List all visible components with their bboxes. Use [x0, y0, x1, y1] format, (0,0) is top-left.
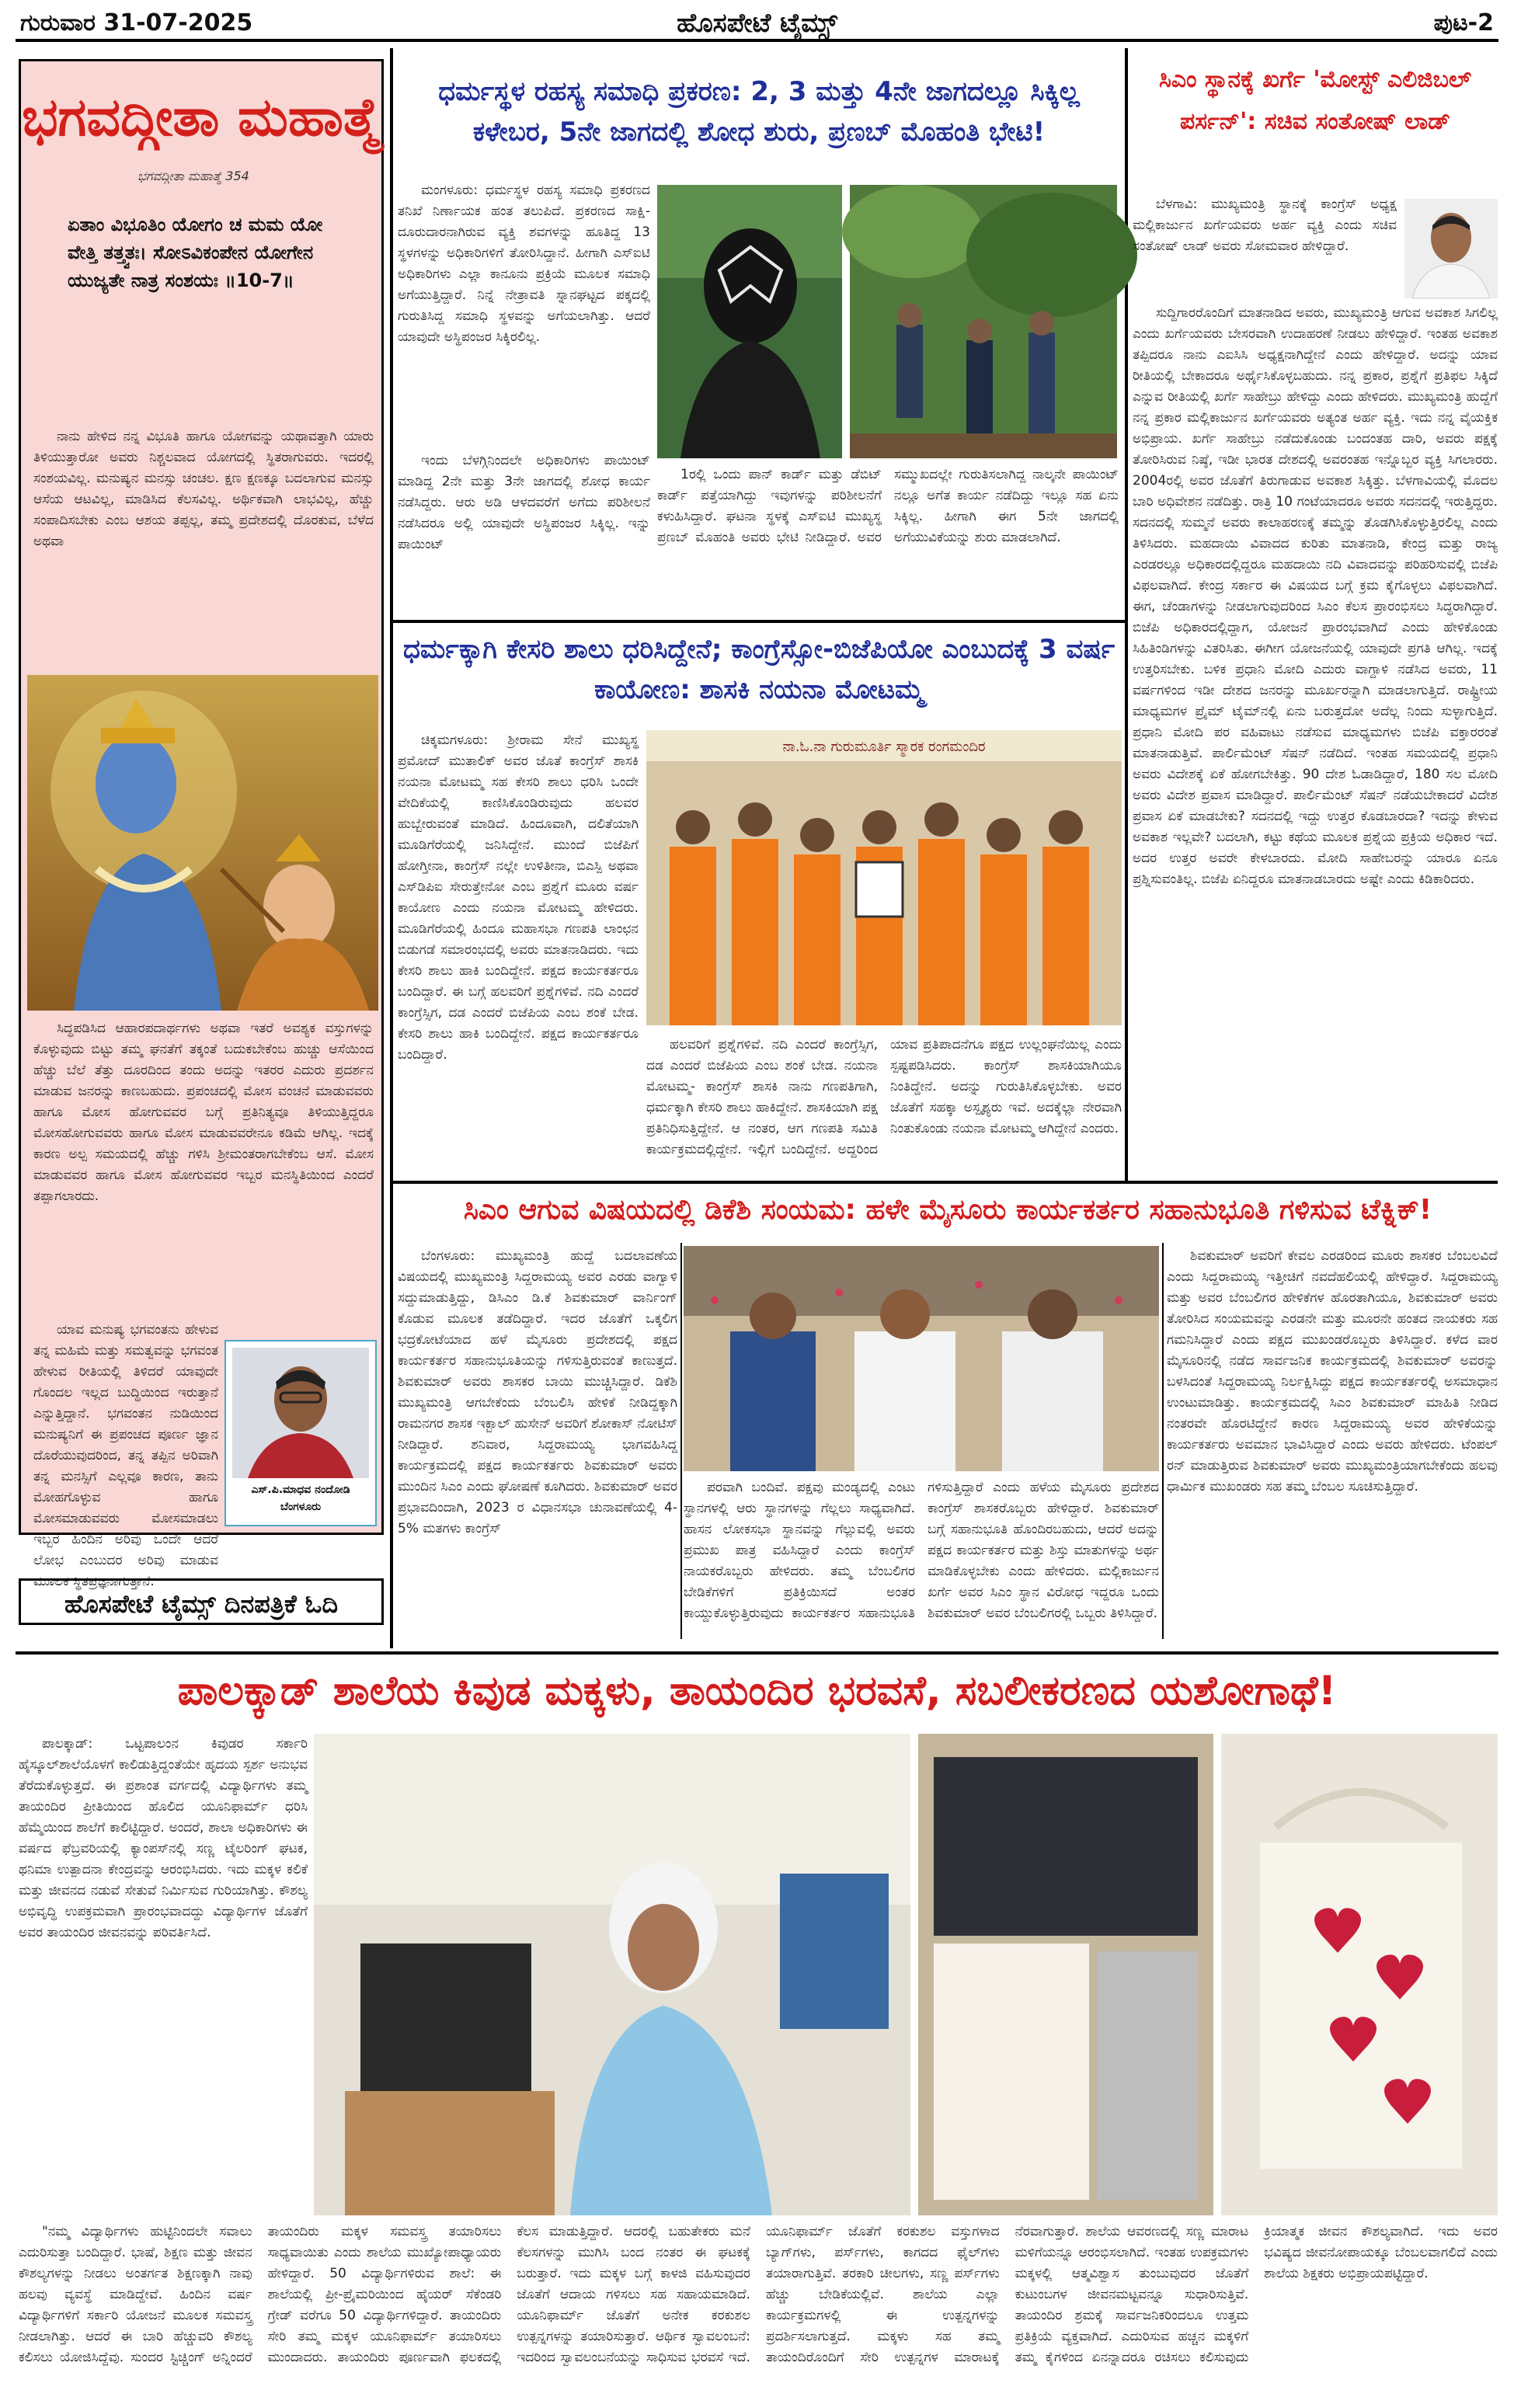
gita-paragraph-3: ಯಾವ ಮನುಷ್ಯ ಭಗವಂತನು ಹೇಳುವ ತನ್ನ ಮಹಿಮೆ ಮತ್ತು ಸಮತ್ವವನ್ನು ಭಗವಂತ ಹೇಳುವ ರೀತಿಯಲ್ಲಿ ತಿಳಿದರೆ ಯಾವುದೇ ಗೊಂದಲ ಇಲ್ಲದ ಬುದ್ಧಿಯಿಂದ ಇರುತ್ತಾನೆ ಎನ್ನುತ್ತಿದ್ದಾನೆ. ಭಗವಂತನ ನುಡಿಯಿಂದ ಮನುಷ್ಯನಿಗೆ ಈ ಪ್ರಪಂಚದ ಪೂರ್ಣ ಜ್ಞಾನ ದೊರೆಯುವುದರಿಂದ, ತನ್ನ ತಪ್ಪಿನ ಅರಿವಾಗಿ ತನ್ನ ಮನಸ್ಸಿಗೆ ಎಲ್ಲವೂ ಕಾರಣ, ತಾನು ಮೋಹಗೊಳ್ಳುವ ಹಾಗೂ ಮೋಸಮಾಡುವವರು ಮೋಸಮಾಡಲು ಇಬ್ಬರ ಹಿಂದಿನ ಅರಿವು ಒಂದೇ ಆದರೆ ಲೋಭ ಎಂಬುದರ ಅರಿವು ಮಾಡುವ ಮೂಲಕ ಸ್ಥಿತಪ್ರಜ್ಞನಾಗುತ್ತಾನೆ. [33, 1322, 218, 1589]
article5-body-1: ಪಾಲಕ್ಕಾಡ್: ಒಟ್ಟಪಾಲಂನ ಕಿವುಡರ ಸರ್ಕಾರಿ ಹೈಸ್ಕೂಲ್‌ಶಾಲೆಯೊಳಗೆ ಕಾಲಿಡುತ್ತಿದ್ದಂತೆಯೇ ಹೃದಯ ಸ್ಪರ್ಶ ಅನುಭವ ತೆರೆದುಕೊಳ್ಳುತ್ತದೆ. ಈ ಪ್ರಶಾಂತ ವರ್ಗದಲ್ಲಿ ವಿದ್ಯಾರ್ಥಿಗಳು ತಮ್ಮ ತಾಯಂದಿರ ಪ್ರೀತಿಯಿಂದ ಹೊಲಿದ ಯೂನಿಫಾರ್ಮ್ ಧರಿಸಿ ಹೆಮ್ಮೆಯಿಂದ ಶಾಲೆಗೆ ಕಾಲಿಟ್ಟಿದ್ದಾರೆ. ಅಂದರೆ, ಶಾಲಾ ಅಧಿಕಾರಿಗಳು ಈ ವರ್ಷದ ಫೆಬ್ರವರಿಯಲ್ಲಿ ಕ್ಯಾಂಪಸ್‌ನಲ್ಲಿ ಸಣ್ಣ ಟೈಲರಿಂಗ್ ಘಟಕ, ಥನಿಮಾ ಉತ್ಪಾದನಾ ಕೇಂದ್ರವನ್ನು ಆರಂಭಿಸಿದರು. ಇದು ಮಕ್ಕಳ ಕಲಿಕೆ ಮತ್ತು ಜೀವನದ ನಡುವೆ ಸೇತುವೆ ನಿರ್ಮಿಸುವ ಗುರಿಯಾಗಿತ್ತು. ಕೌಶಲ್ಯ ಅಭಿವೃದ್ಧಿ ಉಪಕ್ರಮವಾಗಿ ಪ್ರಾರಂಭವಾದದ್ದು ವಿದ್ಯಾರ್ಥಿಗಳ ಜೊತೆಗೆ ಅವರ ತಾಯಂದಿರ ಜೀವನವನ್ನು ಪರಿವರ್ತಿಸಿದೆ. [19, 1736, 308, 1940]
forest-search-photo [850, 185, 1117, 458]
heart-tote-bag-photo [1221, 1734, 1498, 2215]
article3-body-1: ಬೆಳಗಾವಿ: ಮುಖ್ಯಮಂತ್ರಿ ಸ್ಥಾನಕ್ಕೆ ಕಾಂಗ್ರೆಸ್ ಅಧ್ಯಕ್ಷ ಮಲ್ಲಿಕಾರ್ಜುನ ಖರ್ಗೆಯವರು ಅರ್ಹ ವ್ಯಕ್ತಿ ಎಂದು ಸಚಿವ ಸಂತೋಷ್ ಲಾಡ್ ಅವರು ಸೋಮವಾರ ಹೇಳಿದ್ದಾರೆ. [1133, 197, 1397, 254]
article4-body-1: ಬೆಂಗಳೂರು: ಮುಖ್ಯಮಂತ್ರಿ ಹುದ್ದೆ ಬದಲಾವಣೆಯ ವಿಷಯದಲ್ಲಿ ಮುಖ್ಯಮಂತ್ರಿ ಸಿದ್ದರಾಮಯ್ಯ ಅವರ ಎರಡು ವಾಗ್ವಾಳಿ ಸದ್ದುಮಾಡುತ್ತಿದ್ದು, ಡಿಸಿಎಂ ಡಿ.ಕೆ ಶಿವಕುಮಾರ್ ವಾರ್ನಿಂಗ್ ಕೊಡುವ ಮೂಲಕ ತಡೆದಿದ್ದಾರೆ. ಇದರ ಜೊತೆಗೆ ಒಕ್ಕಲಿಗ ಭದ್ರಕೋಟೆಯಾದ ಹಳೆ ಮೈಸೂರು ಪ್ರದೇಶದಲ್ಲಿ ಪಕ್ಷದ ಕಾರ್ಯಕರ್ತರ ಸಹಾನುಭೂತಿಯನ್ನು ಗಳಿಸುತ್ತಿರುವಂತೆ ಕಾಣುತ್ತದೆ. ಶಿವಕುಮಾರ್ ಅವರು ಶಾಸಕರ ಬಾಯಿ ಮುಚ್ಚಿಸಿದ್ದಾರೆ. ಡಿಕೆಶಿ ಮುಖ್ಯಮಂತ್ರಿ ಆಗಬೇಕೆಂದು ಬೆಂಬಲಿಸಿ ಹೇಳಿಕೆ ನೀಡಿದ್ದಕ್ಕಾಗಿ ರಾಮನಗರ ಶಾಸಕ ಇಕ್ಬಾಲ್ ಹುಸೇನ್ ಅವರಿಗೆ ಶೋಕಾಸ್ ನೋಟಿಸ್ ನೀಡಿದ್ದಾರೆ. ಶನಿವಾರ, ಸಿದ್ದರಾಮಯ್ಯ ಭಾಗವಹಿಸಿದ್ದ ಕಾರ್ಯಕ್ರಮದಲ್ಲಿ ಪಕ್ಷದ ಕಾರ್ಯಕರ್ತರು ಶಿವಕುಮಾರ್ ಅವರು ಮುಂದಿನ ಸಿಎಂ ಎಂದು ಘೋಷಣೆ ಕೂಗಿದರು. ಶಿವಕುಮಾರ್ ಅವರ ಪ್ರಭಾವದಿಂದಾಗಿ, 2023 ರ ವಿಧಾನಸಭಾ ಚುನಾವಣೆಯಲ್ಲಿ 4-5% ಮತಗಳು ಕಾಂಗ್ರೆಸ್ [398, 1248, 677, 1536]
article3-headline: ಸಿಎಂ ಸ್ಥಾನಕ್ಕೆ ಖರ್ಗೆ 'ಮೋಸ್ಟ್ ಎಲಿಜಿಬಲ್ ಪರ್ಸನ್': ಸಚಿವ ಸಂತೋಷ್ ಲಾಡ್ [1158, 66, 1472, 135]
gita-mahatme-column [19, 59, 384, 1589]
stage-banner: ನಾ.ಓ.ನಾ ಗುರುಮೂರ್ತಿ ಸ್ಮಾರಕ ರಂಗಮಂದಿರ [782, 739, 986, 755]
newspaper-title: ಹೊಸಪೇಟೆ ಟೈಮ್ಸ್ [677, 8, 837, 39]
article1-body-3: 1ರಲ್ಲಿ ಒಂದು ಪಾನ್ ಕಾರ್ಡ್ ಮತ್ತು ಡೆಬಿಟ್ ಕಾರ್ಡ್ ಪತ್ತೆಯಾಗಿದ್ದು ಇವುಗಳನ್ನು ಪರಿಶೀಲನೆಗೆ ಕಳುಹಿಸಿದ್ದಾರೆ. ಘಟನಾ ಸ್ಥಳಕ್ಕೆ ಎಸ್ಐಟಿ ಮುಖ್ಯಸ್ಥ ಪ್ರಣಬ್ ಮೊಹಂತಿ ಅವರು ಭೇಟಿ ನೀಡಿದ್ದಾರೆ. ಅವರ ಸಮ್ಮುಖದಲ್ಲೇ ಗುರುತಿಸಲಾಗಿದ್ದ ನಾಲ್ಕನೇ ಪಾಯಿಂಟ್ ನಲ್ಲೂ ಅಗೆತ ಕಾರ್ಯ ನಡೆದಿದ್ದು ಇಲ್ಲೂ ಸಹ ಏನು ಸಿಕ್ಕಿಲ್ಲ. ಹೀಗಾಗಿ ಈಗ 5ನೇ ಜಾಗದಲ್ಲಿ ಅಗೆಯುವಿಕೆಯನ್ನು ಶುರು ಮಾಡಲಾಗಿದೆ. [657, 467, 1119, 545]
author-photo [232, 1348, 369, 1478]
section-divider-1 [393, 620, 1125, 623]
issue-date: ಗುರುವಾರ 31-07-2025 [20, 9, 253, 37]
article4-headline: ಸಿಎಂ ಆಗುವ ವಿಷಯದಲ್ಲಿ ಡಿಕೆಶಿ ಸಂಯಮ: ಹಳೇ ಮೈಸೂರು ಕಾರ್ಯಕರ್ತರ ಸಹಾನುಭೂತಿ ಗಳಿಸುವ ಟೆಕ್ನಿಕ್! [463, 1194, 1432, 1226]
leaders-rally-photo [684, 1246, 1159, 1471]
article3-body-2: ಸುದ್ದಿಗಾರರೊಂದಿಗೆ ಮಾತನಾಡಿದ ಅವರು, ಮುಖ್ಯಮಂತ್ರಿ ಆಗುವ ಅವಕಾಶ ಸಿಗಲಿಲ್ಲ ಎಂದು ಖರ್ಗೆಯವರು ಬೇಸರವಾಗಿ ಉದಾಹರಣೆ ನೀಡಲು ಹೇಳಿದ್ದಾರೆ. ಇಂತಹ ಅವಕಾಶ ತಪ್ಪಿದರೂ ನಾನು ಎಐಸಿಸಿ ಅಧ್ಯಕ್ಷನಾಗಿದ್ದೇನೆ ಎಂದು ಹೇಳಿದ್ದಾರೆ. ಅದನ್ನು ಯಾವ ರೀತಿಯಲ್ಲಿ ಬೇಕಾದರೂ ಅರ್ಥೈಸಿಕೊಳ್ಳಬಹುದು. ನನ್ನ ಪ್ರಕಾರ, ಪ್ರಶ್ನೆಗೆ ಪ್ರತಿಫಲ ಸಿಕ್ಕಿದೆ ಎನ್ನುವ ರೀತಿಯಲ್ಲಿ ಖರ್ಗೆ ಸಾಹೇಬ್ರು ಹೇಳಿದ್ದು ಎಂದು ಹೇಳಿದರು. ಮುಖ್ಯಮಂತ್ರಿ ಹುದ್ದೆಗೆ ನನ್ನ ಪ್ರಕಾರ ಮಲ್ಲಿಕಾರ್ಜುನ ಖರ್ಗೆಯವರು ಅತ್ಯಂತ ಅರ್ಹ ವ್ಯಕ್ತಿ. ಇದು ನನ್ನ ವೈಯಕ್ತಿಕ ಅಭಿಪ್ರಾಯ. ಖರ್ಗೆ ಸಾಹೇಬ್ರು ನಡೆದುಕೊಂಡು ಬಂದಂತಹ ದಾರಿ, ಅವರು ಪಕ್ಷಕ್ಕೆ ತೋರಿಸಿರುವ ನಿಷ್ಠೆ, ಇಡೀ ಭಾರತ ದೇಶದಲ್ಲಿ ಅವರಂತಹ ಇನ್ನೊಬ್ಬರ ವ್ಯಕ್ತಿ ಸಿಗಲಾರರು. 2004ರಲ್ಲಿ ಅವರ ಜೊತೆಗೆ ತಿರುಗಾಡುವ ಅವಕಾಶ ಸಿಕ್ಕಿತ್ತು. ಬೆಳಗಾವಿಯಲ್ಲಿ ಮೊದಲ ಬಾರಿ ಅಧಿವೇಶನ ನಡೆದಿತ್ತು. ರಾತ್ರಿ 10 ಗಂಟೆಯಾದರೂ ಅವರು ಸದನದಲ್ಲಿ ಇರುತ್ತಿದ್ದರು. ಸದನದಲ್ಲಿ ಸುಮ್ಮನೆ ಅವರು ಕಾಲಾಹರಣಕ್ಕೆ ತಮ್ಮನ್ನು ತೊಡಗಿಸಿಕೊಳ್ಳುತ್ತಿರಲಿಲ್ಲ ಎಂದು ತಿಳಿಸಿದರು. ಮಹದಾಯಿ ವಿವಾದದ ಕುರಿತು ಮಾತನಾಡಿ, ಕೇಂದ್ರ ಮತ್ತು ರಾಜ್ಯ ಎರಡರಲ್ಲೂ ಅಧಿಕಾರದಲ್ಲಿದ್ದರೂ ಮಹದಾಯಿ ನದಿ ವಿವಾದವನ್ನು ಪರಿಹರಿಸುವಲ್ಲಿ ಬಿಜೆಪಿ ವಿಫಲವಾಗಿದೆ. ಕೇಂದ್ರ ಸರ್ಕಾರ ಈ ವಿಷಯದ ಬಗ್ಗೆ ಕ್ರಮ ಕೈಗೊಳ್ಳಲು ವಿಫಲವಾಗಿದೆ. ಈಗ, ಚೆಂಡಾಗಳನ್ನು ನೀಡಲಾಗುವುದರಿಂದ ಸಿಎಂ ಕೆಲಸ ಪ್ರಾರಂಭಿಸಲು ಸಿದ್ಧರಾಗಿದ್ದಾರೆ. ಬಿಜೆಪಿ ಅಧಿಕಾರದಲ್ಲಿದ್ದಾಗ, ಯೋಜನೆ ಪ್ರಾರಂಭವಾಗಿದೆ ಎಂದು ಹೇಳಿಕೊಂಡು ಸಿಹಿತಿಂಡಿಗಳನ್ನು ವಿತರಿಸಿತು. ಈಗೀಗ ಯೋಜನೆಯಲ್ಲಿ ಯಾವುದೇ ಪ್ರಗತಿ ಆಗಿಲ್ಲ. ಇದಕ್ಕೆ ಉತ್ತರಿಸಬೇಕು. ಬಳಿಕ ಪ್ರಧಾನಿ ಮೋದಿ ಎದುರು ವಾಗ್ದಾಳಿ ನಡೆಸಿದ ಅವರು, 11 ವರ್ಷಗಳಿಂದ ಇಡೀ ದೇಶದ ಜನರನ್ನು ಮೂರ್ಖರನ್ನಾಗಿ ಮಾಡಲಾಗುತ್ತಿದೆ. ರಾಷ್ಟ್ರೀಯ ಮಾಧ್ಯಮಗಳ ಪ್ರೈಮ್ ಟೈಮ್‌ನಲ್ಲಿ ಏನು ಬರುತ್ತದೋ ಅದೆಲ್ಲ ನಿಂದು ಸುಳ್ಳಾಗುತ್ತಿದೆ. ಪ್ರಧಾನಿ ಮೋದಿ ಪರ ವಹಿವಾಟು ನಡೆಸುವ ಮಾಧ್ಯಮಗಳು ಬಿಜೆಪಿ ವಕ್ತಾರರಂತೆ ಮಾತನಾಡುತ್ತಿವೆ. ಪಾರ್ಲಿಮೆಂಟ್ ಸೆಷನ್ ನಡೆದಿದೆ. ಇಂತಹ ಸಮಯದಲ್ಲಿ ಪ್ರಧಾನಿ ಅವರು ವಿದೇಶಕ್ಕೆ ಏಕೆ ಹೋಗಬೇಕಿತ್ತು. 90 ದೇಶ ಓಡಾಡಿದ್ದಾರೆ, 180 ಸಲ ಮೋದಿ ಅವರು ವಿದೇಶ ಪ್ರವಾಸ ಮಾಡಿದ್ದಾರೆ. ಪಾರ್ಲಿಮೆಂಟ್ ಸೆಷನ್ ನಡೆಯಬೇಕಾದರೆ ವಿದೇಶ ಪ್ರವಾಸ ಏಕೆ ಮಾಡಬೇಕು? ಸದನದಲ್ಲಿ ಇದ್ದು ಉತ್ತರ ಕೊಡಬಾರದಾ? ಇದನ್ನು ಕೇಳುವ ಅವಕಾಶ ಇಲ್ಲವೇ? ಬದಲಾಗಿ, ಕಟ್ಟು ಕಥೆಯ ಮೂಲಕ ಪ್ರಶ್ನೆಯ ಪ್ರಕ್ರಿಯ ಅಧಿಕಾರ ಇದೆ. ಅದರ ಉತ್ತರ ಅವರೇ ಕೇಳಬಾರದು. ಮೋದಿ ಸಾಹೇಬರನ್ನು ಯಾರೂ ಏನೂ ಪ್ರಶ್ನಿಸುವಂತಿಲ್ಲ. ಬಿಜೆಪಿ ಏನಿದ್ದರೂ ಮಾತನಾಡಬಾರದು ಅಷ್ಟೇ ಎಂದು ಕಿಡಿಕಾರಿದರು. [1133, 305, 1498, 887]
column-rule-a4b [680, 1243, 682, 1639]
page-number: ಪುಟ-2 [1433, 9, 1494, 37]
minister-photo [1404, 199, 1498, 298]
section-divider-3 [16, 1651, 1498, 1655]
article2-headline: ಧರ್ಮಕ್ಕಾಗಿ ಕೇಸರಿ ಶಾಲು ಧರಿಸಿದ್ದೇನೆ; ಕಾಂಗ್ರೆಸ್ಸೋ-ಬಿಜೆಪಿಯೋ ಎಂಬುದಕ್ಕೆ 3 ವರ್ಷ ಕಾಯೋಣ: ಶಾಸಕಿ ನಯನಾ ಮೋಟಮ್ಮ [402, 634, 1115, 705]
article4-body-2: ಪರವಾಗಿ ಬಂದಿವೆ. ಪಕ್ಷವು ಮಂಡ್ಯದಲ್ಲಿ ಎಂಟು ಸ್ಥಾನಗಳಲ್ಲಿ ಆರು ಸ್ಥಾನಗಳನ್ನು ಗೆಲ್ಲಲು ಸಾಧ್ಯವಾಗಿದೆ. ಹಾಸನ ಲೋಕಸಭಾ ಸ್ಥಾನವನ್ನು ಗೆಲ್ಲುವಲ್ಲಿ ಅವರು ಪ್ರಮುಖ ಪಾತ್ರ ವಹಿಸಿದ್ದಾರೆ ಎಂದು ಕಾಂಗ್ರೆಸ್ ನಾಯಕರೊಬ್ಬರು ಹೇಳಿದರು. ತಮ್ಮ ಬೆಂಬಲಿಗರ ಬೇಡಿಕೆಗಳಿಗೆ ಪ್ರತಿಕ್ರಿಯಿಸದೆ ಅಂತರ ಕಾಯ್ದುಕೊಳ್ಳುತ್ತಿರುವುದು ಕಾರ್ಯಕರ್ತರ ಸಹಾನುಭೂತಿ ಗಳಿಸುತ್ತಿದ್ದಾರೆ ಎಂದು ಹಳೆಯ ಮೈಸೂರು ಪ್ರದೇಶದ ಕಾಂಗ್ರೆಸ್ ಶಾಸಕರೊಬ್ಬರು ಹೇಳಿದ್ದಾರೆ. ಶಿವಕುಮಾರ್ ಬಗ್ಗೆ ಸಹಾನುಭೂತಿ ಹೊಂದಿರಬಹುದು, ಆದರೆ ಅದನ್ನು ಪಕ್ಷದ ಕಾರ್ಯಕರ್ತರ ಮತ್ತು ಶಿಸ್ತು ಮಾತುಗಳನ್ನು ಅರ್ಥ ಮಾಡಿಕೊಳ್ಳಬೇಕು ಎಂದು ಹೇಳಿದರು. ಮಲ್ಲಿಕಾರ್ಜುನ ಖರ್ಗೆ ಅವರ ಸಿಎಂ ಸ್ಥಾನ ವಿರೋಧ ಇದ್ದರೂ ಒಂದು ಶಿವಕುಮಾರ್ ಅವರ ಬೆಂಬಲಿಗರಲ್ಲಿ ಒಬ್ಬರು ತಿಳಿಸಿದ್ದಾರೆ. [684, 1480, 1159, 1621]
article2-body-1: ಚಿಕ್ಕಮಗಳೂರು: ಶ್ರೀರಾಮ ಸೇನೆ ಮುಖ್ಯಸ್ಥ ಪ್ರಮೋದ್ ಮುತಾಲಿಕ್ ಅವರ ಜೊತೆ ಕಾಂಗ್ರೆಸ್ ಶಾಸಕಿ ನಯನಾ ಮೋಟಮ್ಮ ಸಹ ಕೇಸರಿ ಶಾಲು ಧರಿಸಿ ಒಂದೇ ವೇದಿಕೆಯಲ್ಲಿ ಕಾಣಿಸಿಕೊಂಡಿರುವುದು ಹಲವರ ಹುಬ್ಬೇರುವಂತೆ ಮಾಡಿದೆ. ಹಿಂದೂವಾಗಿ, ದಲಿತೆಯಾಗಿ ಮೂಡಿಗೆರೆಯಲ್ಲಿ ಜನಿಸಿದ್ದೇನೆ. ಮುಂದೆ ಬಿಜೆಪಿಗೆ ಹೋಗ್ತೀನಾ, ಕಾಂಗ್ರೆಸ್ ನಲ್ಲೇ ಉಳಿತೀನಾ, ಬಿಎಸ್ಪಿ ಅಥವಾ ಎಸ್‌ಡಿಪಿಐ ಸೇರುತ್ತೇನೋ ಎಂಬ ಪ್ರಶ್ನೆಗೆ ಮೂರು ವರ್ಷ ಕಾಯೋಣ ಎಂದು ನಯನಾ ಮೋಟಮ್ಮ ಹೇಳಿದರು. ಮೂಡಿಗೆರೆಯಲ್ಲಿ ಹಿಂದೂ ಮಹಾಸಭಾ ಗಣಪತಿ ಲಾಂಛನ ಬಿಡುಗಡೆ ಸಮಾರಂಭದಲ್ಲಿ ಅವರು ಮಾತನಾಡಿದರು. ಇದು ಕೇಸರಿ ಶಾಲು ಹಾಕಿ ಬಂದಿದ್ದೇನೆ. ಪಕ್ಷದ ಕಾರ್ಯಕರ್ತರೂ ಬಂದಿದ್ದಾರೆ. ಈ ಬಗ್ಗೆ ಹಲವರಿಗೆ ಪ್ರಶ್ನೆಗಳಿವೆ. ನದಿ ಎಂದರೆ ಕಾಂಗ್ರೆಸ್ಸಿಗ, ದಡ ಎಂದರೆ ಬಿಜೆಪಿಯ ಎಂಬ ಶಂಕೆ ಬೇಡ. ಕೇಸರಿ ಶಾಲು ಹಾಕಿ ಬಂದಿದ್ದೇನೆ. ಪಕ್ಷದ ಕಾರ್ಯಕರ್ತರೂ ಬಂದಿದ್ದಾರೆ. [398, 732, 639, 1063]
krishna-arjuna-image [27, 675, 378, 1011]
gita-paragraph-2: ಸಿದ್ಧಪಡಿಸಿದ ಆಹಾರಪದಾರ್ಥಗಳು ಅಥವಾ ಇತರೆ ಅವಶ್ಯಕ ವಸ್ತುಗಳನ್ನು ಕೊಳ್ಳುವುದು ಬಿಟ್ಟು ತಮ್ಮ ಘನತೆಗೆ ತಕ್ಕಂತೆ ಬದುಕಬೇಕೆಂಬ ಹುಚ್ಚು ಆಸೆಯಿಂದ ಹೆಚ್ಚು ಬೆಲೆ ತೆತ್ತು ದೂರದಿಂದ ತಂದು ಅದನ್ನು ಇತರರ ಎದುರು ಪ್ರದರ್ಶನ ಮಾಡುವ ಜನರನ್ನು ಕಾಣಬಹುದು. ಪ್ರಪಂಚದಲ್ಲಿ ಮೋಸ ವಂಚನೆ ಮಾಡುವವರು ಹಾಗೂ ಮೋಸ ಹೋಗುವವರ ಬಗ್ಗೆ ಪ್ರತಿನಿತ್ಯವೂ ತಿಳಿಯುತ್ತಿದ್ದರೂ ಮೋಸಹೋಗುವವರು ಹಾಗೂ ಮೋಸ ಮಾಡುವವರೇನೂ ಕಡಿಮೆ ಆಗಿಲ್ಲ. ಇದಕ್ಕೆ ಕಾರಣ ಅಲ್ಪ ಸಮಯದಲ್ಲಿ ಹೆಚ್ಚು ಗಳಿಸಿ ಶ್ರೀಮಂತರಾಗಬೇಕೆಂಬ ಆಸೆ. ಮೋಸ ಮಾಡುವವರ ಹಾಗೂ ಮೋಸ ಹೋಗುವವರ ಇಬ್ಬರ ಮನಸ್ಥಿತಿಯಿಂದ ಎಂದರೆ ತಪ್ಪಾಗಲಾರದು. [33, 1021, 374, 1204]
column-rule-left [390, 48, 393, 1648]
masked-witness-photo [657, 185, 842, 458]
masthead [16, 6, 1498, 42]
column-rule-a4 [1162, 1243, 1164, 1639]
article1-body-1: ಮಂಗಳೂರು: ಧರ್ಮಸ್ಥಳ ರಹಸ್ಯ ಸಮಾಧಿ ಪ್ರಕರಣದ ತನಿಖೆ ನಿರ್ಣಾಯಕ ಹಂತ ತಲುಪಿದೆ. ಪ್ರಕರಣದ ಸಾಕ್ಷಿ-ದೂರುದಾರನಾಗಿರುವ ವ್ಯಕ್ತಿ ಶವಗಳನ್ನು ಹೂತಿದ್ದ 13 ಸ್ಥಳಗಳನ್ನು ಅಧಿಕಾರಿಗಳಿಗೆ ತೋರಿಸಿದ್ದಾನೆ. ಹೀಗಾಗಿ ಎಸ್ಐಟಿ ಅಧಿಕಾರಿಗಳು ಎಲ್ಲಾ ಕಾನೂನು ಪ್ರಕ್ರಿಯೆ ಮೂಲಕ ಸಮಾಧಿ ಅಗೆಯುತ್ತಿದ್ದಾರೆ. ನಿನ್ನೆ ನೇತ್ರಾವತಿ ಸ್ನಾನಘಟ್ಟದ ಪಕ್ಕದಲ್ಲಿ ಗುರುತಿಸಿದ್ದ ಸಮಾಧಿ ಸ್ಥಳವನ್ನು ಅಗೆಯಲಾಗಿತ್ತು. ಆದರೆ ಯಾವುದೇ ಅಸ್ಥಿಪಂಜರ ಸಿಕ್ಕಿರಲಿಲ್ಲ. [398, 183, 650, 345]
article4-body-3: ಶಿವಕುಮಾರ್ ಅವರಿಗೆ ಕೇವಲ ಎರಡರಿಂದ ಮೂರು ಶಾಸಕರ ಬೆಂಬಲವಿದೆ ಎಂದು ಸಿದ್ದರಾಮಯ್ಯ ಇತ್ತೀಚಿಗೆ ನವದೆಹಲಿಯಲ್ಲಿ ಹೇಳಿದ್ದಾರೆ. ಸಿದ್ದರಾಮಯ್ಯ ಮತ್ತು ಅವರ ಬೆಂಬಲಿಗರ ಹೇಳಿಕೆಗಳ ಹೊರತಾಗಿಯೂ, ಶಿವಕುಮಾರ್ ಅವರು ತೋರಿಸಿದ ಸಂಯಮವನ್ನು ಎರಡನೇ ಮತ್ತು ಮೂರನೇ ಹಂತದ ನಾಯಕರು ಸಹ ಗಮನಿಸಿದ್ದಾರೆ ಎಂದು ಪಕ್ಷದ ಮುಖಂಡರೊಬ್ಬರು ತಿಳಿಸಿದ್ದಾರೆ. ಕಳೆದ ವಾರ ಮೈಸೂರಿನಲ್ಲಿ ನಡೆದ ಸಾರ್ವಜನಿಕ ಕಾರ್ಯಕ್ರಮದಲ್ಲಿ ಶಿವಕುಮಾರ್ ಅವರನ್ನು ಬಳಸಿದಂತೆ ಸಿದ್ದರಾಮಯ್ಯ ನಿರ್ಲಕ್ಷಿಸಿದ್ದು ಪಕ್ಷದ ಕಾರ್ಯಕರ್ತರಲ್ಲಿ ಅಸಮಾಧಾನ ಉಂಟುಮಾಡಿತ್ತು. ಕಾರ್ಯಕ್ರಮದಲ್ಲಿ ಸಿಎಂ ಶಿವಕುಮಾರ್ ಮಾಹಿತಿ ನೀಡಿದ ನಂತರವೇ ಹೊರಟಿದ್ದೇನೆ ಕಾರಣ ಸಿದ್ದರಾಮಯ್ಯ ಅವರ ಹೇಳಿಕೆಯನ್ನು ಕಾರ್ಯಕರ್ತರು ಅವಮಾನ ಭಾವಿಸಿದ್ದಾರೆ ಎಂದು ಅವರು ಹೇಳಿದರು. ಟೆಂಪಲ್ ರನ್ ಮಾಡುತ್ತಿರುವ ಶಿವಕುಮಾರ್ ಅವರು ಮುಖ್ಯಮಂತ್ರಿಯಾಗಬೇಕೆಂದು ಹಲವು ಧಾರ್ಮಿಕ ಮುಖಂಡರು ಸಹ ತಮ್ಮ ಬೆಂಬಲ ಸೂಚಿಸುತ್ತಿದ್ದಾರೆ. [1167, 1248, 1498, 1495]
article1-headline: ಧರ್ಮಸ್ಥಳ ರಹಸ್ಯ ಸಮಾಧಿ ಪ್ರಕರಣ: 2, 3 ಮತ್ತು 4ನೇ ಜಾಗದಲ್ಲೂ ಸಿಕ್ಕಿಲ್ಲ ಕಳೇಬರ, 5ನೇ ಜಾಗದಲ್ಲಿ ಶೋಧ ಶುರು, ಪ್ರಣಬ್ ಮೊಹಂತಿ ಭೇಟಿ! [438, 76, 1080, 148]
gita-shloka: ಏತಾಂ ವಿಭೂತಿಂ ಯೋಗಂ ಚ ಮಮ ಯೋ ವೇತ್ತಿ ತತ್ತ್ವತಃ। ಸೋಽವಿಕಂಪೇನ ಯೋಗೇನ ಯುಜ್ಯತೇ ನಾತ್ರ ಸಂಶಯಃ ॥10-7॥ [68, 214, 323, 291]
saffron-shawl-event-photo [646, 730, 1122, 1025]
sewing-students-photo [314, 1734, 910, 2215]
article1-body-2: ಇಂದು ಬೆಳಗ್ಗಿನಿಂದಲೇ ಅಧಿಕಾರಿಗಳು ಪಾಯಿಂಟ್ ಮಾಡಿದ್ದ 2ನೇ ಮತ್ತು 3ನೇ ಜಾಗದಲ್ಲಿ ಶೋಧ ಕಾರ್ಯ ನಡೆಸಿದ್ದರು. ಆರು ಅಡಿ ಆಳದವರೆಗೆ ಅಗೆದು ಪರಿಶೀಲನೆ ನಡೆಸಿದರೂ ಅಲ್ಲಿ ಯಾವುದೇ ಅಸ್ಥಿಪಂಜರ ಸಿಕ್ಕಿಲ್ಲ. ಇನ್ನು ಪಾಯಿಂಟ್ [398, 453, 650, 552]
cloth-bags-photo [918, 1734, 1213, 2215]
article5-body-columns: "ನಮ್ಮ ವಿದ್ಯಾರ್ಥಿಗಳು ಹುಟ್ಟಿನಿಂದಲೇ ಸವಾಲು ಎದುರಿಸುತ್ತಾ ಬಂದಿದ್ದಾರೆ. ಭಾಷೆ, ಶಿಕ್ಷಣ ಮತ್ತು ಜೀವನ ಕೌಶಲ್ಯಗಳನ್ನು ನೀಡಲು ಅಂತರ್ಗತ ಶಿಕ್ಷಣಕ್ಕಾಗಿ ನಾವು ಹಲವು ವ್ಯವಸ್ಥೆ ಮಾಡಿದ್ದೇವೆ. ಹಿಂದಿನ ವರ್ಷ ವಿದ್ಯಾರ್ಥಿಗಳಿಗೆ ಸರ್ಕಾರಿ ಯೋಜನೆ ಮೂಲಕ ಸಮವಸ್ತ್ರ ನೀಡಲಾಗಿತ್ತು. ಆದರೆ ಈ ಬಾರಿ ಹೆಚ್ಚುವರಿ ಕೌಶಲ್ಯ ಕಲಿಸಲು ಯೋಜಿಸಿದ್ದೆವು. ಸುಂದರ ಸ್ಟಿಚ್ಚಿಂಗ್ ಅನ್ನಿಂದರೆ ತಾಯಂದಿರು ಮಕ್ಕಳ ಸಮವಸ್ತ್ರ ತಯಾರಿಸಲು ಸಾಧ್ಯವಾಯಿತು ಎಂದು ಶಾಲೆಯ ಮುಖ್ಯೋಪಾಧ್ಯಾಯರು ಹೇಳಿದ್ದಾರೆ. 50 ವಿದ್ಯಾರ್ಥಿಗಳಿರುವ ಶಾಲೆ: ಈ ಶಾಲೆಯಲ್ಲಿ ಪ್ರೀ-ಪ್ರೈಮರಿಯಿಂದ ಹೈಯರ್ ಸೆಕೆಂಡರಿ ಗ್ರೇಡ್ ವರೆಗೂ 50 ವಿದ್ಯಾರ್ಥಿಗಳಿದ್ದಾರೆ. ತಾಯಂದಿರು ಸೇರಿ ತಮ್ಮ ಮಕ್ಕಳ ಯೂನಿಫಾರ್ಮ್ ತಯಾರಿಸಲು ಮುಂದಾದರು. ತಾಯಂದಿರು ಪೂರ್ಣವಾಗಿ ಫಲಕದಲ್ಲಿ ಕೆಲಸ ಮಾಡುತ್ತಿದ್ದಾರೆ. ಆದರಲ್ಲಿ ಬಹುತೇಕರು ಮನೆ ಕೆಲಸಗಳನ್ನು ಮುಗಿಸಿ ಬಂದ ನಂತರ ಈ ಘಟಕಕ್ಕೆ ಬರುತ್ತಾರೆ. ಇದು ಮಕ್ಕಳ ಬಗ್ಗೆ ಕಾಳಜಿ ವಹಿಸುವುದರ ಜೊತೆಗೆ ಆದಾಯ ಗಳಿಸಲು ಸಹ ಸಹಾಯಮಾಡಿದೆ. ಯೂನಿಫಾರ್ಮ್ ಜೊತೆಗೆ ಅನೇಕ ಕರಕುಶಲ ಉತ್ಪನ್ನಗಳನ್ನು ತಯಾರಿಸುತ್ತಾರೆ. ಆರ್ಥಿಕ ಸ್ವಾವಲಂಬನೆ: ಇದರಿಂದ ಸ್ವಾವಲಂಬನೆಯನ್ನು ಸಾಧಿಸುವ ಭರವಸೆ ಇದೆ. ಯೂನಿಫಾರ್ಮ್ ಜೊತೆಗೆ ಕರಕುಶಲ ವಸ್ತುಗಳಾದ ಬ್ಯಾಗ್‌ಗಳು, ಪರ್ಸ್‌ಗಳು, ಕಾಗದದ ಫೈಲ್‌ಗಳು ತಯಾರಾಗುತ್ತಿವೆ. ತರಕಾರಿ ಚೀಲಗಳು, ಸಣ್ಣ ಪರ್ಸ್‌ಗಳು ಹೆಚ್ಚು ಬೇಡಿಕೆಯಲ್ಲಿವೆ. ಶಾಲೆಯ ಎಲ್ಲಾ ಕಾರ್ಯಕ್ರಮಗಳಲ್ಲಿ ಈ ಉತ್ಪನ್ನಗಳನ್ನು ಪ್ರದರ್ಶಿಸಲಾಗುತ್ತದೆ. ಮಕ್ಕಳು ಸಹ ತಮ್ಮ ತಾಯಂದಿರೊಂದಿಗೆ ಸೇರಿ ಉತ್ಪನ್ನಗಳ ಮಾರಾಟಕ್ಕೆ ನೆರವಾಗುತ್ತಾರೆ. ಶಾಲೆಯ ಆವರಣದಲ್ಲಿ ಸಣ್ಣ ಮಾರಾಟ ಮಳಿಗೆಯನ್ನೂ ಆರಂಭಿಸಲಾಗಿದೆ. ಇಂತಹ ಉಪಕ್ರಮಗಳು ಮಕ್ಕಳಲ್ಲಿ ಆತ್ಮವಿಶ್ವಾಸ ತುಂಬುವುದರ ಜೊತೆಗೆ ಕುಟುಂಬಗಳ ಜೀವನಮಟ್ಟವನ್ನೂ ಸುಧಾರಿಸುತ್ತಿವೆ. ತಾಯಂದಿರ ಶ್ರಮಕ್ಕೆ ಸಾರ್ವಜನಿಕರಿಂದಲೂ ಉತ್ತಮ ಪ್ರತಿಕ್ರಿಯೆ ವ್ಯಕ್ತವಾಗಿದೆ. ಎದುರಿಸುವ ಹಚ್ಚನ ಮಕ್ಕಳಿಗೆ ತಮ್ಮ ಕೈಗಳಿಂದ ಏನನ್ನಾದರೂ ರಚಿಸಲು ಕಲಿಸುವುದು ಕ್ರಿಯಾತ್ಮಕ ಜೀವನ ಕೌಶಲ್ಯವಾಗಿದೆ. ಇದು ಅವರ ಭವಿಷ್ಯದ ಜೀವನೋಪಾಯಕ್ಕೂ ಬೆಂಬಲವಾಗಲಿದೆ ಎಂದು ಶಾಲೆಯ ಶಿಕ್ಷಕರು ಅಭಿಪ್ರಾಯಪಟ್ಟಿದ್ದಾರೆ. [19, 2224, 1498, 2365]
author-box [224, 1340, 377, 1526]
read-promo: ಹೊಸಪೇಟೆ ಟೈಮ್ಸ್ ದಿನಪತ್ರಿಕೆ ಓದಿ [19, 1578, 384, 1625]
article2-body-2: ಹಲವರಿಗೆ ಪ್ರಶ್ನೆಗಳಿವೆ. ನದಿ ಎಂದರೆ ಕಾಂಗ್ರೆಸ್ಸಿಗ, ದಡ ಎಂದರೆ ಬಿಜೆಪಿಯ ಎಂಬ ಶಂಕೆ ಬೇಡ. ನಯನಾ ಮೋಟಮ್ಮ- ಕಾಂಗ್ರೆಸ್ ಶಾಸಕಿ ನಾನು ಗಣಪತಿಗಾಗಿ, ಧರ್ಮಕ್ಕಾಗಿ ಕೇಸರಿ ಶಾಲು ಹಾಕಿದ್ದೇನೆ. ಶಾಸಕಿಯಾಗಿ ಪಕ್ಷ ಪ್ರತಿನಿಧಿಸುತ್ತಿದ್ದೇನೆ. ಆ ನಂತರ, ಆಗ ಗಣಪತಿ ಸಮಿತಿ ಕಾರ್ಯಕ್ರಮದಲ್ಲಿದ್ದೇನೆ. ಇಲ್ಲಿಗೆ ಬಂದಿದ್ದೇನೆ. ಅದ್ದರಿಂದ ಯಾವ ಪ್ರತಿಪಾದನೆಗೂ ಪಕ್ಷದ ಉಲ್ಲಂಘನೆಯಿಲ್ಲ ಎಂದು ಸ್ಪಷ್ಟಪಡಿಸಿದರು. ಕಾಂಗ್ರೆಸ್ ಶಾಸಕಿಯಾಗಿಯೂ ನಿಂತಿದ್ದೇನೆ. ಅದನ್ನು ಗುರುತಿಸಿಕೊಳ್ಳಬೇಕು. ಅವರ ಜೊತೆಗೆ ಸಹಕ್ಕಾ ಅಸ್ಪೃಶ್ಯರು ಇವೆ. ಅದಕ್ಕೆಲ್ಲಾ ನೇರವಾಗಿ ನಿಂತುಕೊಂಡು ನಯನಾ ಮೋಟಮ್ಮ ಆಗಿದ್ದೇನೆ ಎಂದರು. [646, 1037, 1122, 1157]
gita-paragraph-1: ನಾನು ಹೇಳಿದ ನನ್ನ ವಿಭೂತಿ ಹಾಗೂ ಯೋಗವನ್ನು ಯಥಾವತ್ತಾಗಿ ಯಾರು ತಿಳಿಯುತ್ತಾರೋ ಅವರು ನಿಶ್ಚಲವಾದ ಯೋಗದಲ್ಲಿ ಸ್ಥಿತರಾಗುವರು. ಇದರಲ್ಲಿ ಸಂಶಯವಿಲ್ಲ. ಮನುಷ್ಯನ ಮನಸ್ಸು ಚಂಚಲ. ಕ್ಷಣ ಕ್ಷಣಕ್ಕೂ ಬದಲಾಗುವ ಮನಸ್ಸು ಆಸೆಯ ಆಟವಿಲ್ಲ, ಮಾಡಿಸಿದ ಕೆಲಸವಿಲ್ಲ. ಅರ್ಥಿಕವಾಗಿ ಲಾಭವಿಲ್ಲ, ಹೆಚ್ಚು ಸಂಪಾದಿಸಬೇಕು ಎಂಬ ಆಶಯ ತಪ್ಪಲ್ಲ, ತಮ್ಮ ಪ್ರದೇಶದಲ್ಲಿ ದೊರಕುವ, ಬೆಳೆದ ಅಥವಾ [33, 429, 374, 549]
gita-subtitle: ಭಗವದ್ಗೀತಾ ಮಹಾತ್ಮೆ 354 [137, 169, 249, 183]
author-name: ಎಸ್.ಪಿ.ಮಾಧವ ನಂದೋಡಿ ಬೆಂಗಳೂರು [251, 1484, 350, 1513]
article5-headline: ಪಾಲಕ್ಕಾಡ್ ಶಾಲೆಯ ಕಿವುಡ ಮಕ್ಕಳು, ತಾಯಂದಿರ ಭರವಸೆ, ಸಬಲೀಕರಣದ ಯಶೋಗಾಥೆ! [177, 1668, 1337, 1714]
column-rule-right [1125, 48, 1128, 1181]
gita-title: ಭಗವದ್ಗೀತಾ ಮಹಾತ್ಮೆ [22, 86, 381, 148]
